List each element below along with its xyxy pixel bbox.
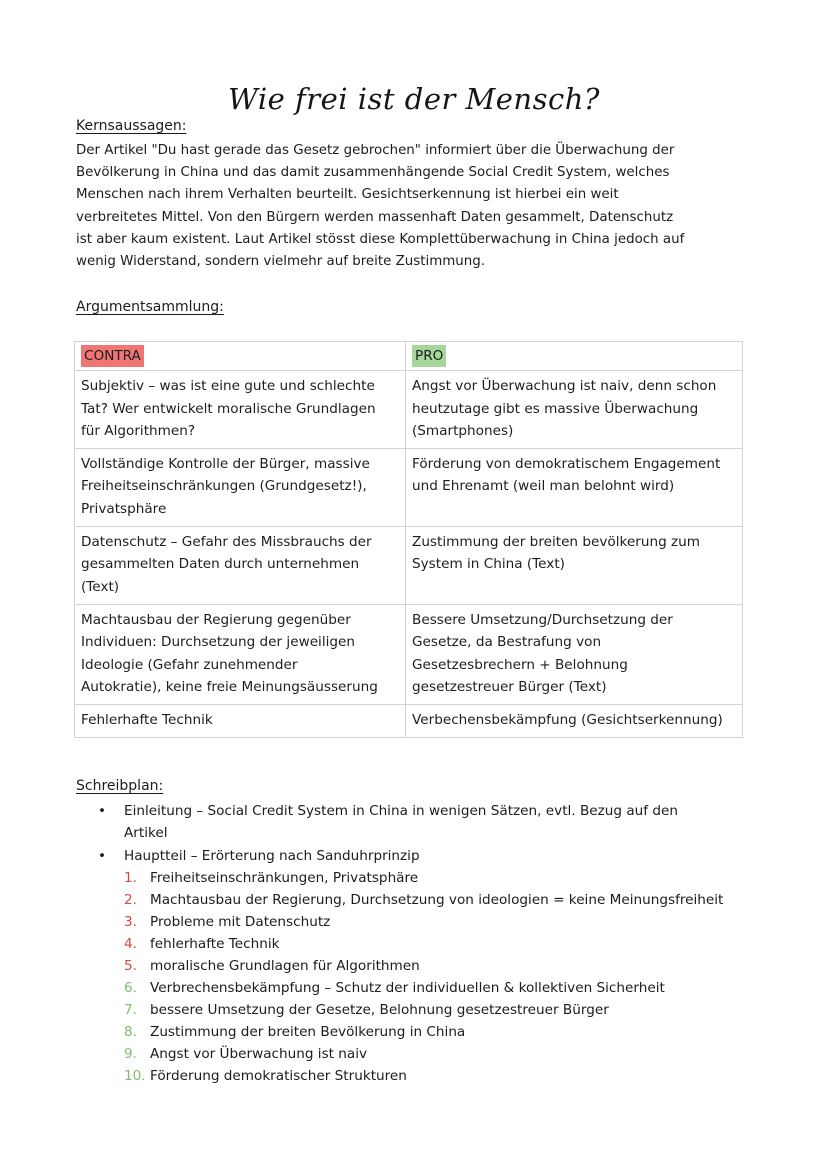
list-number: 4. — [124, 936, 137, 952]
table-row — [75, 371, 743, 449]
cell-line: Freiheitseinschränkungen (Grundgesetz!), — [81, 478, 367, 495]
pro-header-cell — [406, 342, 743, 371]
list-item — [124, 911, 330, 933]
list-item — [124, 889, 723, 911]
list-item-text: fehlerhafte Technik — [150, 936, 280, 952]
cell-line: gesammelten Daten durch unternehmen — [81, 556, 360, 573]
cell-line: Verbechensbekämpfung (Gesichtserkennung) — [412, 712, 723, 729]
contra-header-cell — [75, 342, 406, 371]
argument-table — [74, 341, 743, 738]
cell-line: Datenschutz – Gefahr des Missbrauchs der — [81, 534, 372, 551]
pro-label: PRO — [412, 345, 446, 367]
list-item-text: Artikel — [124, 825, 168, 841]
bullet-icon: • — [98, 848, 107, 864]
list-item-text: Einleitung – Social Credit System in China in wenigen Sätzen, evtl. Bezug auf den — [124, 803, 678, 819]
table-row — [75, 527, 743, 605]
cell-line: Subjektiv – was ist eine gute und schlechte — [81, 378, 375, 395]
list-number: 9. — [124, 1046, 137, 1062]
list-item-text: Verbrechensbekämpfung – Schutz der individuellen & kollektiven Sicherheit — [150, 980, 665, 996]
paragraph-line: Der Artikel "Du hast gerade das Gesetz gebrochen" informiert über die Überwachung der — [76, 143, 675, 158]
paragraph-line: Bevölkerung in China und das damit zusammenhängende Social Credit System, welches — [76, 165, 670, 181]
list-item-text: Probleme mit Datenschutz — [150, 914, 331, 930]
cell-line: Zustimmung der breiten bevölkerung zum — [412, 534, 701, 551]
list-item — [124, 867, 418, 889]
cell-line: Vollständige Kontrolle der Bürger, massive — [81, 456, 370, 473]
list-number: 2. — [124, 892, 137, 908]
bullet-icon: • — [98, 803, 107, 819]
pro-cell — [406, 705, 743, 738]
cell-line: (Smartphones) — [412, 422, 514, 439]
table-row — [75, 604, 743, 704]
list-item-text: Machtausbau der Regierung, Durchsetzung von ideologien = keine Meinungsfreiheit — [150, 892, 724, 908]
list-item — [124, 1065, 407, 1087]
cell-line: gesetzestreuer Bürger (Text) — [412, 678, 607, 695]
list-number: 7. — [124, 1002, 137, 1018]
list-item-hauptteil — [98, 845, 744, 867]
paragraph-line: ist aber kaum existent. Laut Artikel stösst diese Komplettüberwachung in China jedoch auf — [76, 231, 685, 247]
list-number: 3. — [124, 914, 137, 930]
table-row — [75, 449, 743, 527]
cell-line: Förderung von demokratischem Engagement — [412, 456, 721, 473]
contra-cell — [75, 449, 406, 527]
list-number: 6. — [124, 980, 137, 996]
table-header-row — [75, 342, 743, 371]
cell-line: Autokratie), keine freie Meinungsäusserung — [81, 678, 378, 695]
kernaussagen-paragraph — [76, 140, 756, 273]
pro-cell — [406, 527, 743, 605]
list-number: 5. — [124, 958, 137, 974]
page-title: Wie frei ist der Mensch? — [228, 82, 600, 116]
list-item — [124, 955, 420, 977]
list-item-text: bessere Umsetzung der Gesetze, Belohnung gesetzestreuer Bürger — [150, 1002, 609, 1018]
cell-line: Individuen: Durchsetzung der jeweiligen — [81, 634, 355, 651]
cell-line: System in China (Text) — [412, 556, 565, 573]
table-row — [75, 705, 743, 738]
list-item-text: moralische Grundlagen für Algorithmen — [150, 958, 420, 974]
cell-line: Privatsphäre — [81, 500, 167, 517]
list-item-text: Angst vor Überwachung ist naiv — [150, 1046, 368, 1062]
list-item — [124, 933, 279, 955]
list-item — [124, 977, 665, 999]
contra-cell — [75, 527, 406, 605]
contra-cell — [75, 371, 406, 449]
paragraph-line: verbreitetes Mittel. Von den Bürgern werden massenhaft Daten gesammelt, Datenschutz — [76, 209, 674, 225]
contra-cell — [75, 705, 406, 738]
list-item-text: Förderung demokratischer Strukturen — [150, 1068, 407, 1084]
list-number: 8. — [124, 1024, 137, 1040]
cell-line: (Text) — [81, 578, 120, 595]
cell-line: für Algorithmen? — [81, 422, 196, 439]
cell-line: und Ehrenamt (weil man belohnt wird) — [412, 478, 675, 495]
cell-line: Machtausbau der Regierung gegenüber — [81, 611, 351, 628]
pro-cell — [406, 449, 743, 527]
argumentsammlung-heading: Argumentsammlung: — [76, 299, 224, 315]
kernaussagen-heading: Kernsaussagen: — [76, 118, 187, 134]
cell-line: Gesetzesbrechern + Belohnung — [412, 656, 628, 673]
cell-line: Angst vor Überwachung ist naiv, denn schon — [412, 378, 717, 395]
paragraph-line: Menschen nach ihrem Verhalten beurteilt. Gesichtserkennung ist hierbei ein weit — [76, 187, 619, 203]
paragraph-line: wenig Widerstand, sondern vielmehr auf breite Zustimmung. — [76, 254, 486, 270]
cell-line: Tat? Wer entwickelt moralische Grundlagen — [81, 400, 376, 417]
list-item-text: Hauptteil – Erörterung nach Sanduhrprinzip — [124, 848, 420, 864]
list-item — [124, 1043, 367, 1065]
cell-line: Gesetze, da Bestrafung von — [412, 634, 602, 651]
cell-line: Fehlerhafte Technik — [81, 712, 213, 729]
contra-label: CONTRA — [81, 345, 144, 367]
list-number: 1. — [124, 870, 137, 886]
contra-cell — [75, 604, 406, 704]
list-number: 10. — [124, 1068, 146, 1084]
pro-cell — [406, 371, 743, 449]
list-item — [124, 1021, 465, 1043]
pro-cell — [406, 604, 743, 704]
cell-line: Ideologie (Gefahr zunehmender — [81, 656, 298, 673]
schreibplan-heading: Schreibplan: — [76, 778, 164, 794]
cell-line: heutzutage gibt es massive Überwachung — [412, 400, 699, 417]
list-item-einleitung — [98, 800, 744, 844]
cell-line: Bessere Umsetzung/Durchsetzung der — [412, 611, 673, 628]
list-item-text: Zustimmung der breiten Bevölkerung in China — [150, 1024, 466, 1040]
list-item — [124, 999, 609, 1021]
list-item-text: Freiheitseinschränkungen, Privatsphäre — [150, 870, 419, 886]
